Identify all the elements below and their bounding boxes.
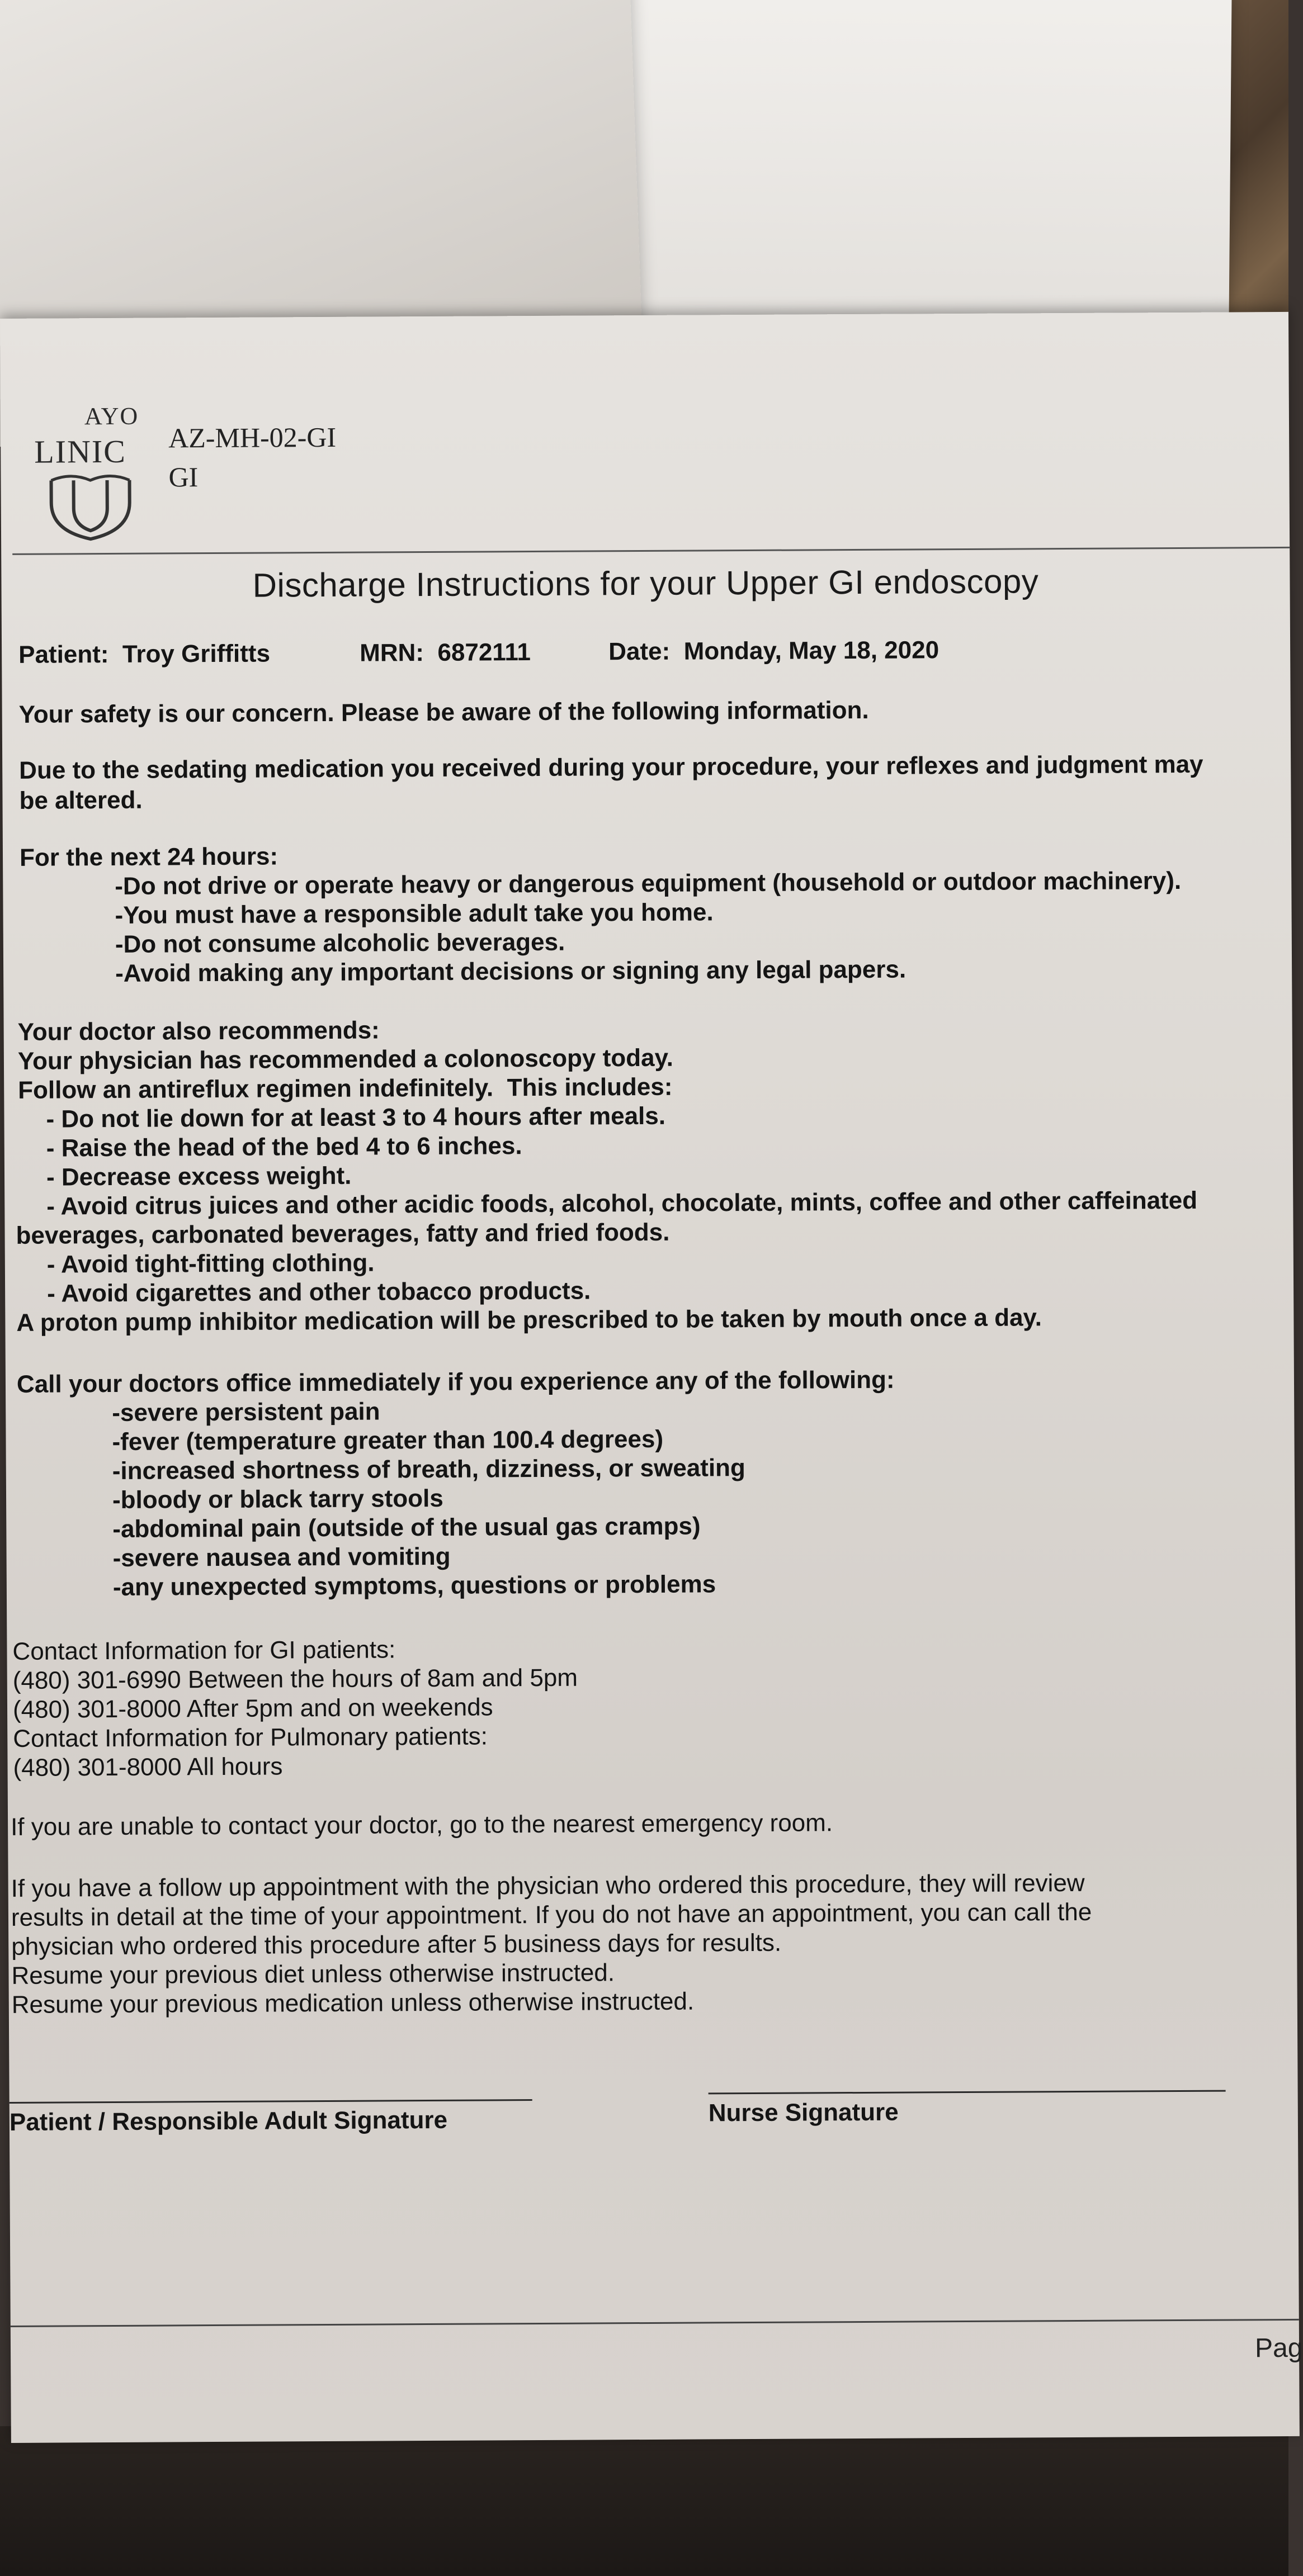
gi-contact-line-1: (480) 301-6990 Between the hours of 8am and 5pm bbox=[12, 1664, 578, 1694]
patient-signature-label: Patient / Responsible Adult Signature bbox=[9, 2106, 448, 2136]
antireflux-note: Follow an antireflux regimen indefinitely. This includes: bbox=[18, 1073, 673, 1104]
safety-statement: Your safety is our concern. Please be aware of the following information. bbox=[18, 696, 869, 728]
list-item: -Do not consume alcoholic beverages. bbox=[115, 928, 565, 958]
logo-text-bottom: LINIC bbox=[34, 433, 127, 470]
date-value: Monday, May 18, 2020 bbox=[683, 636, 940, 665]
dark-background-bottom bbox=[0, 2426, 1288, 2576]
date-row bbox=[608, 635, 939, 667]
discharge-document bbox=[0, 312, 1303, 2443]
list-item: - Avoid tight-fitting clothing. bbox=[46, 1249, 375, 1278]
gi-contact-line-2: (480) 301-8000 After 5pm and on weekends bbox=[12, 1693, 493, 1723]
list-item: -severe nausea and vomiting bbox=[112, 1542, 451, 1572]
followup-line-1: If you have a follow up appointment with the physician who ordered this procedure, they will review bbox=[11, 1869, 1085, 1902]
recommends-heading: Your doctor also recommends: bbox=[17, 1016, 380, 1046]
clinic-logo bbox=[17, 402, 163, 547]
list-item: -Do not drive or operate heavy or dangerous equipment (household or outdoor machinery). bbox=[115, 866, 1182, 900]
list-item: -bloody or black tarry stools bbox=[112, 1484, 443, 1514]
list-item: - Decrease excess weight. bbox=[46, 1162, 352, 1191]
mrn-value: 6872111 bbox=[437, 638, 531, 666]
nurse-signature-line bbox=[709, 2090, 1226, 2095]
followup-line-2: results in detail at the time of your appointment. If you do not have an appointment, you can call the bbox=[11, 1898, 1092, 1931]
pulm-contact-heading: Contact Information for Pulmonary patients: bbox=[13, 1722, 488, 1753]
shield-icon bbox=[40, 469, 141, 542]
nurse-signature-label: Nurse Signature bbox=[708, 2098, 899, 2127]
faded-print bbox=[0, 73, 189, 280]
mrn-label: MRN: bbox=[360, 639, 424, 667]
department-code: GI bbox=[168, 461, 199, 493]
emergency-note: If you are unable to contact your doctor, go to the nearest emergency room. bbox=[11, 1809, 833, 1841]
pulm-contact-line-1: (480) 301-8000 All hours bbox=[13, 1753, 283, 1782]
list-item: -fever (temperature greater than 100.4 degrees) bbox=[112, 1425, 664, 1456]
next-24-heading: For the next 24 hours: bbox=[19, 842, 278, 872]
footer-divider bbox=[11, 2319, 1299, 2327]
resume-diet-note: Resume your previous diet unless otherwise instructed. bbox=[11, 1959, 615, 1990]
list-item: - Do not lie down for at least 3 to 4 hours after meals. bbox=[46, 1102, 666, 1133]
list-item: -severe persistent pain bbox=[112, 1398, 380, 1427]
header-divider bbox=[12, 547, 1290, 555]
list-item-continued: beverages, carbonated beverages, fatty and fried foods. bbox=[16, 1218, 670, 1249]
gi-contact-heading: Contact Information for GI patients: bbox=[12, 1636, 396, 1665]
list-item: - Avoid citrus juices and other acidic foods, alcohol, chocolate, mints, coffee and other caffeinated bbox=[46, 1186, 1198, 1220]
logo-text-top: AYO bbox=[84, 402, 139, 430]
patient-name: Troy Griffitts bbox=[122, 640, 271, 668]
form-code-block bbox=[168, 418, 337, 497]
date-label: Date: bbox=[608, 637, 671, 666]
call-doctor-heading: Call your doctors office immediately if you experience any of the following: bbox=[16, 1366, 895, 1398]
sedation-line-1: Due to the sedating medication you received during your procedure, your reflexes and judgment may bbox=[19, 750, 1203, 784]
mrn-row bbox=[360, 637, 531, 669]
sedation-line-2: be altered. bbox=[19, 786, 143, 815]
resume-medication-note: Resume your previous medication unless otherwise instructed. bbox=[11, 1987, 695, 2019]
ppi-note: A proton pump inhibitor medication will be prescribed to be taken by mouth once a day. bbox=[16, 1304, 1042, 1337]
followup-line-3: physician who ordered this procedure after 5 business days for results. bbox=[11, 1929, 782, 1961]
list-item: -abdominal pain (outside of the usual gas cramps) bbox=[112, 1512, 701, 1543]
colonoscopy-note: Your physician has recommended a colonoscopy today. bbox=[17, 1044, 674, 1075]
patient-label: Patient: bbox=[18, 640, 109, 669]
page-number: Pag bbox=[1254, 2333, 1303, 2364]
list-item: - Avoid cigarettes and other tobacco products. bbox=[47, 1277, 591, 1308]
list-item: -increased shortness of breath, dizziness, or sweating bbox=[112, 1454, 745, 1485]
form-code: AZ-MH-02-GI bbox=[168, 421, 337, 454]
patient-info-row bbox=[18, 638, 270, 670]
patient-signature-line bbox=[10, 2099, 532, 2104]
list-item: -Avoid making any important decisions or signing any legal papers. bbox=[115, 955, 907, 987]
page-title: Discharge Instructions for your Upper GI endoscopy bbox=[252, 562, 1039, 604]
list-item: - Raise the head of the bed 4 to 6 inches. bbox=[46, 1132, 522, 1162]
list-item: -any unexpected symptoms, questions or problems bbox=[112, 1570, 716, 1601]
list-item: -You must have a responsible adult take you home. bbox=[115, 898, 714, 929]
